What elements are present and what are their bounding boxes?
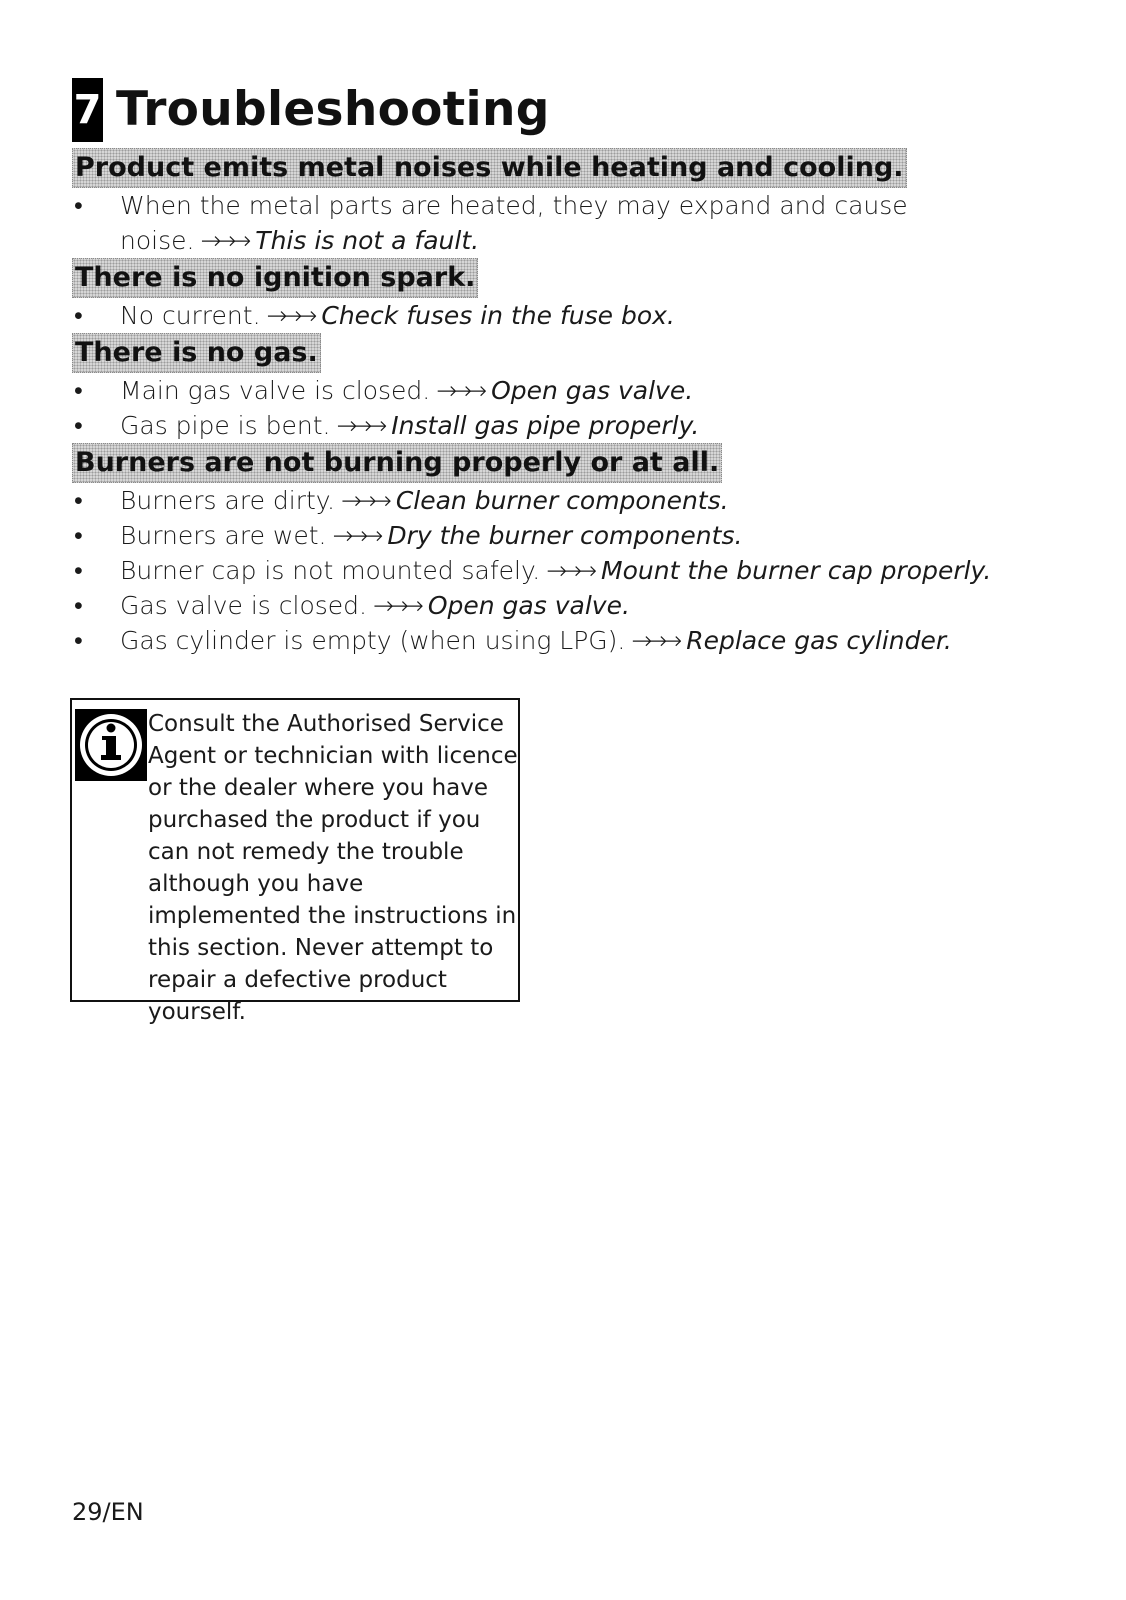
arrow-icon: →→→ [200, 226, 246, 255]
cause-text: Gas cylinder is empty (when using LPG). [120, 626, 626, 655]
chapter-number: 7 [72, 78, 103, 142]
cause-list [72, 373, 1052, 443]
info-icon [75, 709, 147, 781]
problem-heading: Burners are not burning properly or at all. [72, 443, 722, 483]
arrow-icon: →→→ [336, 411, 382, 440]
arrow-icon: →→→ [546, 556, 592, 585]
list-item [72, 188, 1052, 258]
bullet-icon: • [74, 486, 83, 515]
remedy-text: Clean burner components. [395, 486, 729, 515]
problem-heading: There is no gas. [72, 333, 321, 373]
problem-heading: There is no ignition spark. [72, 258, 478, 298]
info-text: Consult the Authorised Service Agent or technician with licence or the dealer where you have purchased the product if you can not remedy the trouble although you have implemented the instructions in this section. Never attempt to repair a defective product yourself. [148, 711, 518, 1025]
list-item [72, 588, 1052, 623]
arrow-icon: →→→ [631, 626, 677, 655]
cause-list [72, 483, 1052, 658]
list-item [72, 518, 1052, 553]
bullet-icon: • [74, 376, 83, 405]
bullet-icon: • [74, 591, 83, 620]
cause-text: Gas valve is closed. [120, 591, 367, 620]
cause-list [72, 188, 1052, 258]
cause-text: Burners are wet. [120, 521, 327, 550]
bullet-icon: • [74, 556, 83, 585]
cause-text: Gas pipe is bent. [120, 411, 331, 440]
remedy-text: Open gas valve. [491, 376, 694, 405]
list-item [72, 623, 1052, 658]
arrow-icon: →→→ [332, 521, 378, 550]
remedy-text: This is not a fault. [255, 226, 480, 255]
remedy-text: Dry the burner components. [387, 521, 743, 550]
list-item [72, 553, 1052, 588]
problem-heading: Product emits metal noises while heating and cooling. [72, 148, 907, 188]
remedy-text: Replace gas cylinder. [686, 626, 952, 655]
list-item [72, 483, 1052, 518]
troubleshooting-sections [72, 148, 1052, 658]
troubleshooting-section [72, 443, 1052, 658]
list-item [72, 298, 1052, 333]
remedy-text: Mount the burner cap properly. [601, 556, 992, 585]
list-item [72, 408, 1052, 443]
bullet-icon: • [74, 191, 83, 220]
cause-text: Burners are dirty. [120, 486, 335, 515]
chapter-title: Troubleshooting [116, 82, 550, 137]
bullet-icon: • [74, 626, 83, 655]
info-box [70, 698, 520, 1025]
cause-list [72, 298, 1052, 333]
page-number: 29/EN [72, 1498, 144, 1526]
bullet-icon: • [74, 411, 83, 440]
remedy-text: Install gas pipe properly. [391, 411, 700, 440]
troubleshooting-page [72, 76, 1052, 658]
troubleshooting-section [72, 148, 1052, 258]
remedy-text: Open gas valve. [427, 591, 630, 620]
list-item [72, 373, 1052, 408]
troubleshooting-section [72, 333, 1052, 443]
cause-text: No current. [120, 301, 261, 330]
arrow-icon: →→→ [436, 376, 482, 405]
bullet-icon: • [74, 301, 83, 330]
cause-text: Main gas valve is closed. [120, 376, 431, 405]
arrow-icon: →→→ [372, 591, 418, 620]
arrow-icon: →→→ [340, 486, 386, 515]
remedy-text: Check fuses in the fuse box. [321, 301, 675, 330]
bullet-icon: • [74, 521, 83, 550]
cause-text: When the metal parts are heated, they may expand and cause noise. [120, 191, 908, 255]
cause-text: Burner cap is not mounted safely. [120, 556, 541, 585]
chapter-header [72, 76, 1052, 144]
troubleshooting-section [72, 258, 1052, 333]
arrow-icon: →→→ [266, 301, 312, 330]
